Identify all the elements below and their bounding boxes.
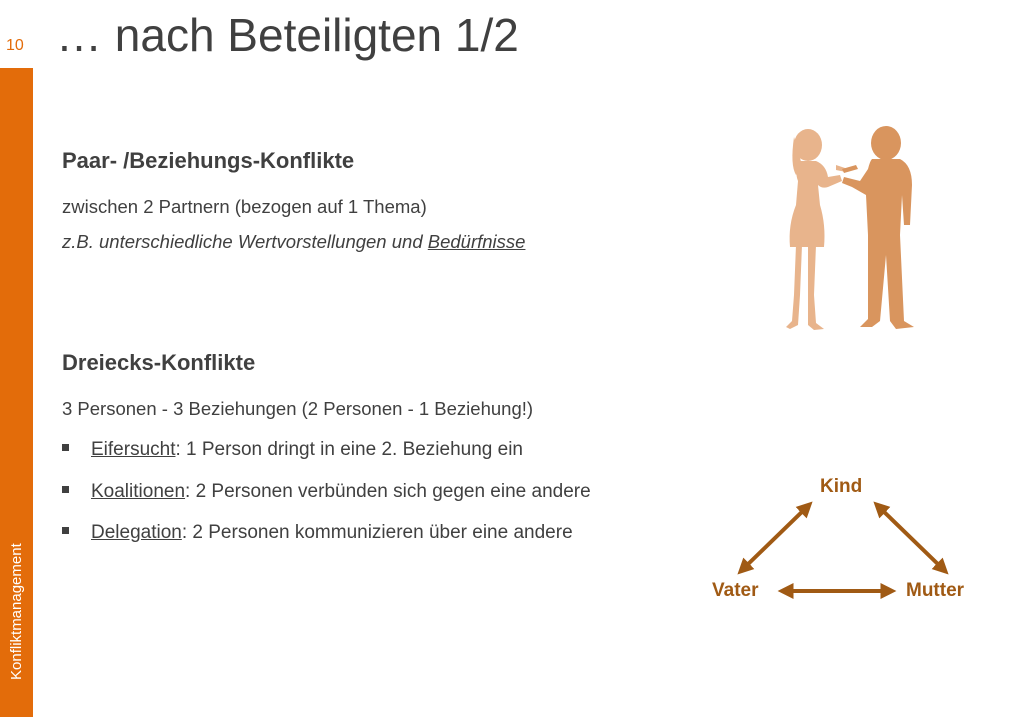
section1-line2 [62,231,525,253]
bullet-text: : 2 Personen kommunizieren über eine andere [181,522,573,543]
triangle-arrows [700,490,980,620]
bullet-item [62,439,523,461]
slide-title: … nach Beteiligten 1/2 [56,9,519,61]
bullet-term: Koalitionen [91,481,186,502]
bullet-item [62,522,573,544]
page-number: 10 [6,37,24,54]
triangle-label-right: Mutter [906,580,965,601]
arrow-kind-mutter [878,506,944,570]
man-silhouette-icon [842,126,914,329]
bullet-text: : 1 Person dringt in eine 2. Beziehung ein [175,439,523,460]
bullet-square-icon [62,486,69,493]
section1-line2-underlined: Bedürfnisse [427,231,526,252]
bullet-item [62,481,591,503]
sidebar-label: Konfliktmanagement [8,543,25,680]
section2-heading: Dreiecks-Konflikte [62,350,256,375]
triangle-label-top: Kind [820,476,863,497]
section1-line2-prefix: z.B. unterschiedliche Wertvorstellungen und [62,231,428,252]
triangle-label-left: Vater [712,580,759,601]
bullet-term: Delegation [91,522,182,543]
bullet-text: : 2 Personen verbünden sich gegen eine andere [185,481,591,502]
woman-silhouette-icon [786,129,848,330]
section1-line1: zwischen 2 Partnern (bezogen auf 1 Thema) [62,196,427,217]
arguing-couple-illustration [776,125,926,335]
bullet-square-icon [62,527,69,534]
bullet-term: Eifersucht [91,439,176,460]
sidebar-label-container [0,440,33,680]
bullet-square-icon [62,444,69,451]
section2-intro: 3 Personen - 3 Beziehungen (2 Personen - 1 Beziehung!) [62,398,534,419]
arrow-vater-kind [742,506,808,570]
section1-heading: Paar- /Beziehungs-Konflikte [62,148,355,173]
